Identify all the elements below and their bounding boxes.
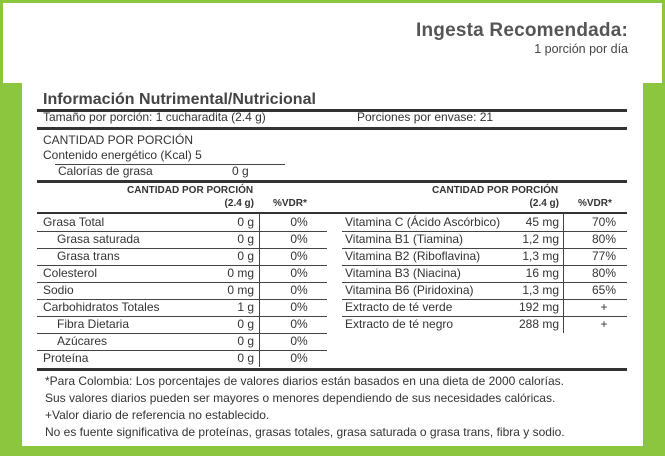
serving-size: Tamaño por porción: 1 cucharadita (2.4 g) [43, 110, 266, 124]
nutrient-name: Vitamina B6 (Piridoxina) [345, 283, 474, 297]
nutrient-vdr: 80% [591, 232, 617, 246]
nutrient-quantity: 288 mg [518, 317, 559, 331]
nutrient-quantity: 16 mg [525, 266, 559, 280]
nutrient-name: Vitamina C (Ácido Ascórbico) [345, 215, 501, 229]
nutrient-name: Grasa Total [43, 215, 105, 229]
serving-rule [37, 127, 627, 130]
nutrition-panel [37, 88, 627, 443]
nutrient-name: Vitamina B1 (Tiamina) [345, 232, 464, 246]
nutrient-quantity: 0 g [237, 317, 254, 331]
nutrient-name: Vitamina B2 (Riboflavina) [345, 249, 481, 263]
nutrient-quantity: 0 g [237, 351, 254, 365]
nutrient-quantity: 0 g [237, 215, 254, 229]
right-frame-bar [643, 83, 665, 456]
table-header-rule [37, 212, 627, 214]
fat-calories-value: 0 g [232, 164, 249, 178]
energy-content: Contenido energético (Kcal) 5 [43, 148, 202, 162]
nutrient-quantity: 0 g [237, 232, 254, 246]
nutrient-quantity: 1,3 mg [522, 283, 559, 297]
left-header-qty: CANTIDAD POR PORCIÓN [127, 185, 254, 196]
nutrient-quantity: 192 mg [518, 300, 559, 314]
left-header-vdr: %VDR* [273, 198, 307, 209]
nutrient-name: Sodio [43, 283, 74, 297]
nutrient-vdr: 0% [290, 249, 308, 263]
column-divider [563, 214, 564, 333]
nutrient-vdr: 77% [591, 249, 617, 263]
nutrient-name: Grasa saturada [57, 232, 140, 246]
right-header-vdr: %VDR* [578, 198, 612, 209]
column-divider [259, 214, 260, 367]
nutrient-name: Proteína [43, 351, 89, 365]
nutrient-quantity: 0 mg [227, 283, 254, 297]
nutrient-name: Grasa trans [57, 249, 120, 263]
nutrient-vdr: 0% [290, 266, 308, 280]
nutrition-title: Información Nutrimental/Nutricional [43, 91, 316, 108]
left-frame-bar [0, 83, 22, 456]
nutrient-vdr: + [600, 317, 608, 331]
nutrient-vdr: 0% [290, 215, 308, 229]
nutrient-name: Colesterol [43, 266, 98, 280]
footnote-line-4: No es fuente significativa de proteínas, grasas totales, grasa saturada o grasa trans, fibra y sodio. [45, 425, 565, 439]
fat-calories-label: Calorías de grasa [58, 164, 153, 178]
recommended-intake-title: Ingesta Recomendada: [416, 20, 628, 41]
nutrient-vdr: 0% [290, 300, 308, 314]
nutrient-name: Azúcares [57, 334, 108, 348]
footnote-line-1: *Para Colombia: Los porcentajes de valores diarios están basados en una dieta de 2000 calorías. [45, 374, 564, 388]
nutrient-quantity: 1,2 mg [522, 232, 559, 246]
amount-per-serving: CANTIDAD POR PORCIÓN [43, 133, 194, 147]
right-header-portion: (2.4 g) [529, 198, 559, 209]
nutrient-quantity: 1 g [237, 300, 254, 314]
nutrient-name: Extracto de té verde [345, 300, 453, 314]
nutrient-name: Vitamina B3 (Niacina) [345, 266, 461, 280]
left-header-portion: (2.4 g) [224, 198, 254, 209]
right-header-qty: CANTIDAD POR PORCIÓN [432, 185, 559, 196]
table-top-rule [37, 180, 627, 183]
nutrient-vdr: + [600, 300, 608, 314]
servings-per-container: Porciones por envase: 21 [357, 110, 494, 124]
nutrient-vdr: 0% [290, 232, 308, 246]
nutrient-name: Extracto de té negro [345, 317, 454, 331]
table-bottom-rule [37, 368, 627, 371]
nutrient-quantity: 0 g [237, 249, 254, 263]
nutrient-name: Carbohidratos Totales [43, 300, 160, 314]
nutrient-vdr: 70% [591, 215, 617, 229]
nutrient-name: Fibra Dietaria [57, 317, 130, 331]
footnote-line-3: +Valor diario de referencia no establecido. [45, 408, 270, 422]
recommended-intake-subtitle: 1 porción por día [534, 42, 628, 56]
nutrient-quantity: 0 g [237, 334, 254, 348]
nutrient-quantity: 0 mg [227, 266, 254, 280]
nutrient-quantity: 1,3 mg [522, 249, 559, 263]
nutrient-vdr: 0% [290, 334, 308, 348]
nutrient-vdr: 0% [290, 351, 308, 365]
nutrient-quantity: 45 mg [525, 215, 559, 229]
bottom-frame-bar [0, 446, 665, 456]
footnote-line-2: Sus valores diarios pueden ser mayores o menores dependiendo de sus necesidades calóricas. [45, 391, 556, 405]
nutrient-vdr: 0% [290, 283, 308, 297]
nutrient-vdr: 0% [290, 317, 308, 331]
nutrient-vdr: 80% [591, 266, 617, 280]
nutrient-vdr: 65% [591, 283, 617, 297]
